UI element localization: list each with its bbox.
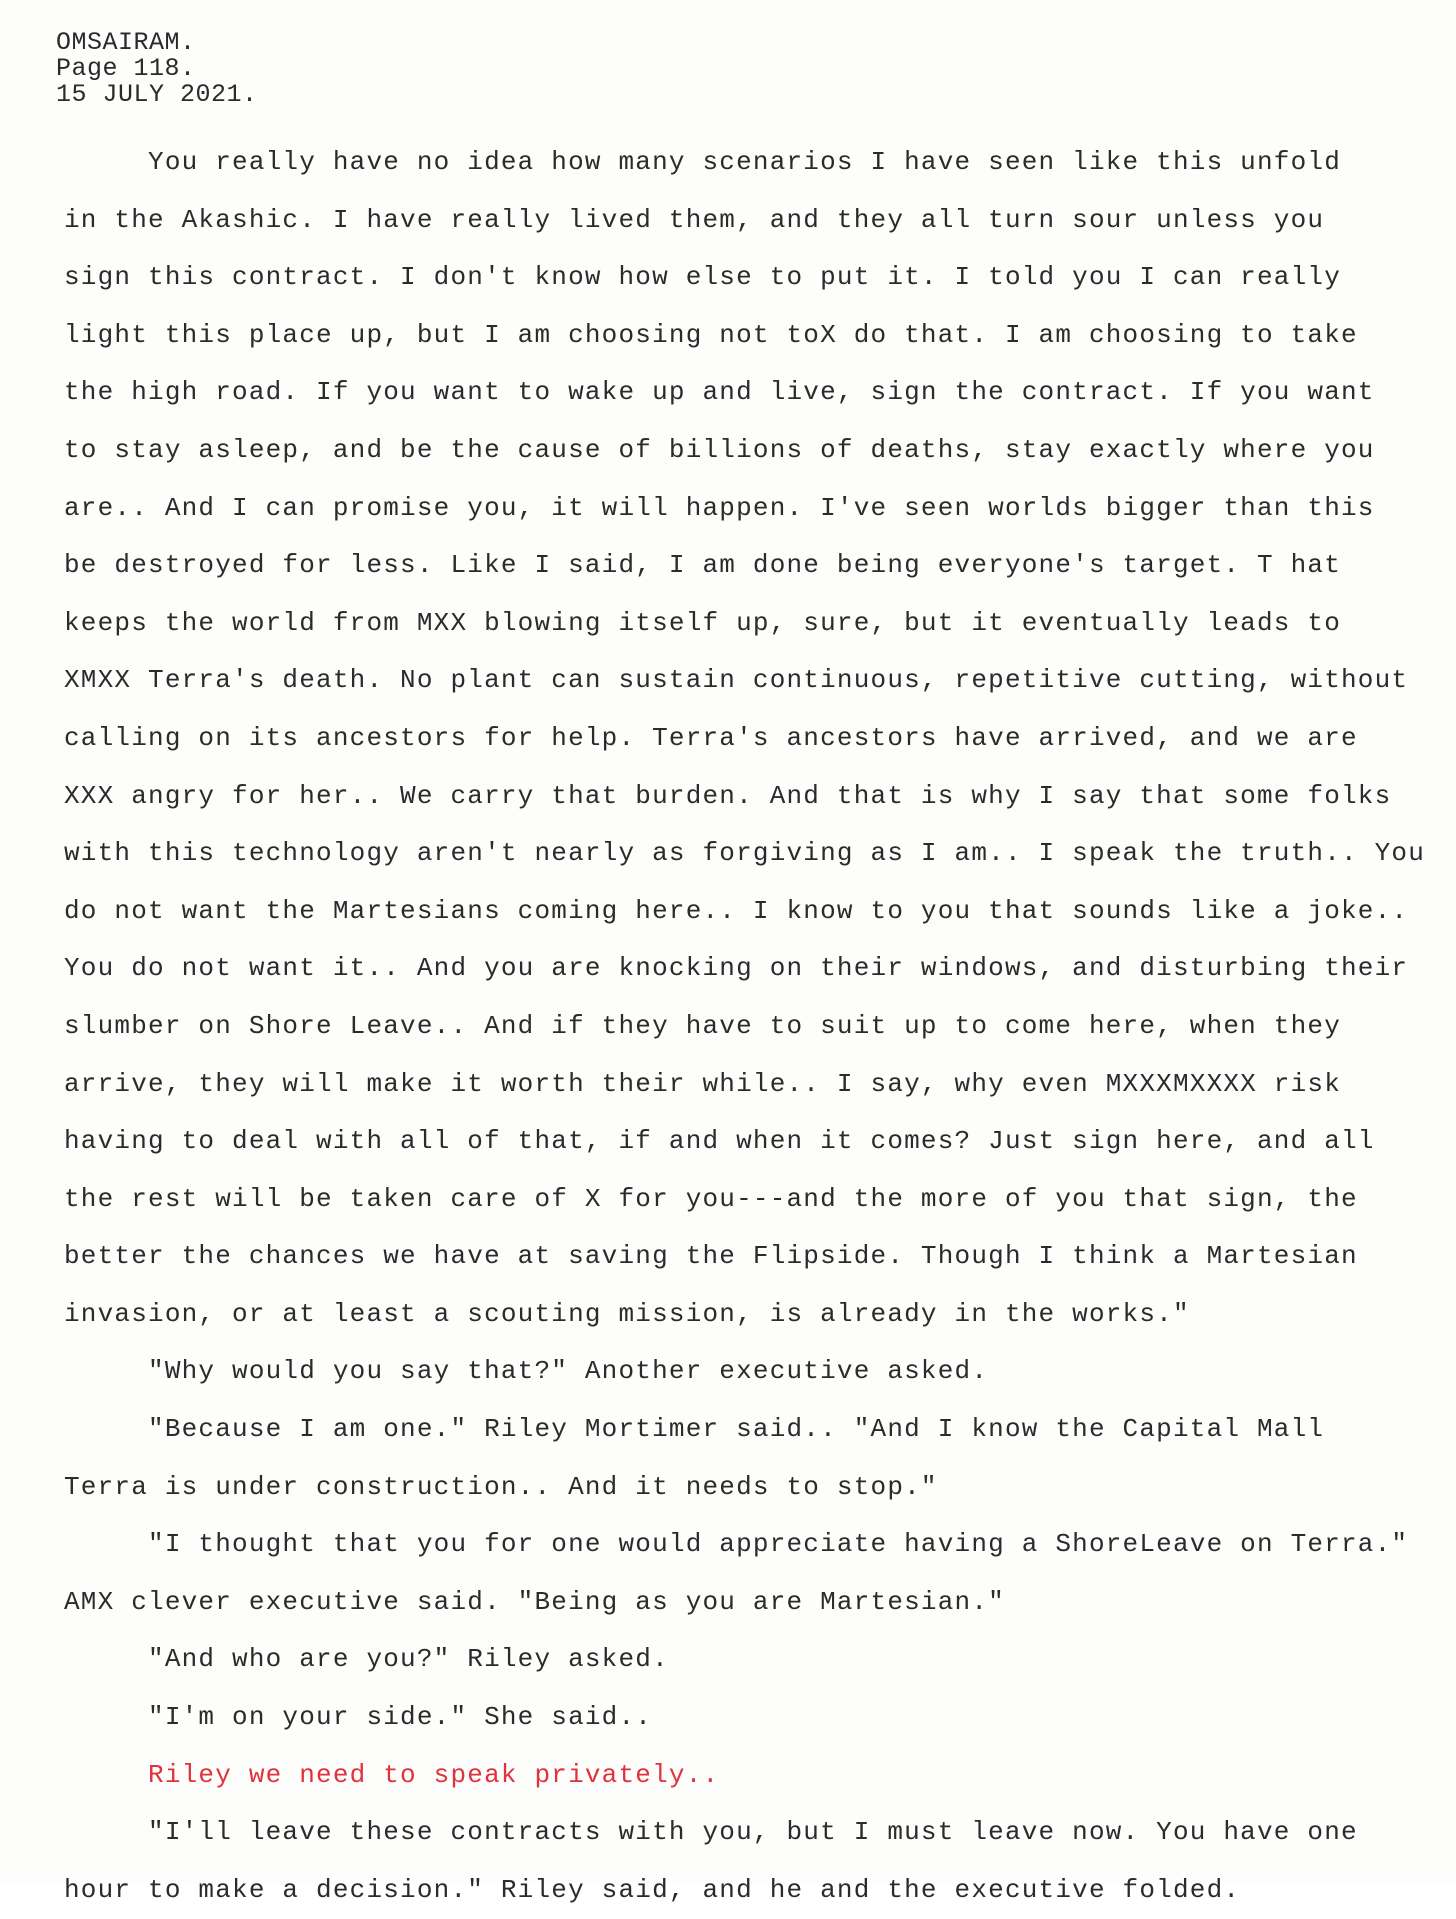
page-header <box>56 30 258 108</box>
header-title: OMSAIRAM. <box>56 28 196 57</box>
text-line: hour to make a decision." Riley said, and he and the executive folded. <box>64 1874 1241 1905</box>
text-line: "I'm on your side." She said.. <box>64 1702 653 1733</box>
text-line: XMXX Terra's death. No plant can sustain continuous, repetitive cutting, without <box>64 665 1409 696</box>
text-line: sign this contract. I don't know how else to put it. I told you I can really <box>64 262 1341 293</box>
text-line: "Because I am one." Riley Mortimer said.. "And I know the Capital Mall <box>64 1414 1325 1445</box>
text-line: better the chances we have at saving the Flipside. Though I think a Martesian <box>64 1241 1358 1272</box>
header-page-number: Page 118. <box>56 54 196 83</box>
text-line: arrive, they will make it worth their while.. I say, why even MXXXMXXXX risk <box>64 1068 1341 1099</box>
text-line: the rest will be taken care of X for you---and the more of you that sign, the <box>64 1183 1358 1214</box>
text-line: invasion, or at least a scouting mission, is already in the works." <box>64 1298 1190 1329</box>
header-date: 15 JULY 2021. <box>56 80 258 109</box>
text-line: Riley we need to speak privately.. <box>64 1759 720 1790</box>
text-line: the high road. If you want to wake up and live, sign the contract. If you want <box>64 377 1375 408</box>
text-line: keeps the world from MXX blowing itself up, sure, but it eventually leads to <box>64 607 1341 638</box>
text-line: Terra is under construction.. And it needs to stop." <box>64 1471 938 1502</box>
text-line: do not want the Martesians coming here.. I know to you that sounds like a joke.. <box>64 895 1409 926</box>
text-line: in the Akashic. I have really lived them, and they all turn sour unless you <box>64 204 1325 235</box>
manuscript-body <box>64 134 1426 1919</box>
text-line: light this place up, but I am choosing not toX do that. I am choosing to take <box>64 319 1358 350</box>
text-line: You really have no idea how many scenarios I have seen like this unfold <box>64 147 1341 177</box>
text-line: You do not want it.. And you are knocking on their windows, and disturbing their <box>64 953 1409 984</box>
text-line: calling on its ancestors for help. Terra's ancestors have arrived, and we are <box>64 722 1358 753</box>
text-line: "Why would you say that?" Another executive asked. <box>64 1356 989 1387</box>
text-line: to stay asleep, and be the cause of billions of deaths, stay exactly where you <box>64 434 1375 465</box>
text-line: XXX angry for her.. We carry that burden. And that is why I say that some folks <box>64 780 1392 811</box>
text-line: "And who are you?" Riley asked. <box>64 1644 669 1675</box>
text-line: with this technology aren't nearly as forgiving as I am.. I speak the truth.. You <box>64 838 1426 869</box>
text-line: "I'll leave these contracts with you, but I must leave now. You have one <box>64 1817 1358 1848</box>
text-line: having to deal with all of that, if and when it comes? Just sign here, and all <box>64 1126 1375 1157</box>
text-line: are.. And I can promise you, it will happen. I've seen worlds bigger than this <box>64 492 1375 523</box>
text-line: be destroyed for less. Like I said, I am done being everyone's target. T hat <box>64 550 1341 581</box>
text-line: AMX clever executive said. "Being as you are Martesian." <box>64 1586 1005 1617</box>
text-line: slumber on Shore Leave.. And if they have to suit up to come here, when they <box>64 1010 1341 1041</box>
text-line: "I thought that you for one would appreciate having a ShoreLeave on Terra." <box>64 1529 1409 1560</box>
